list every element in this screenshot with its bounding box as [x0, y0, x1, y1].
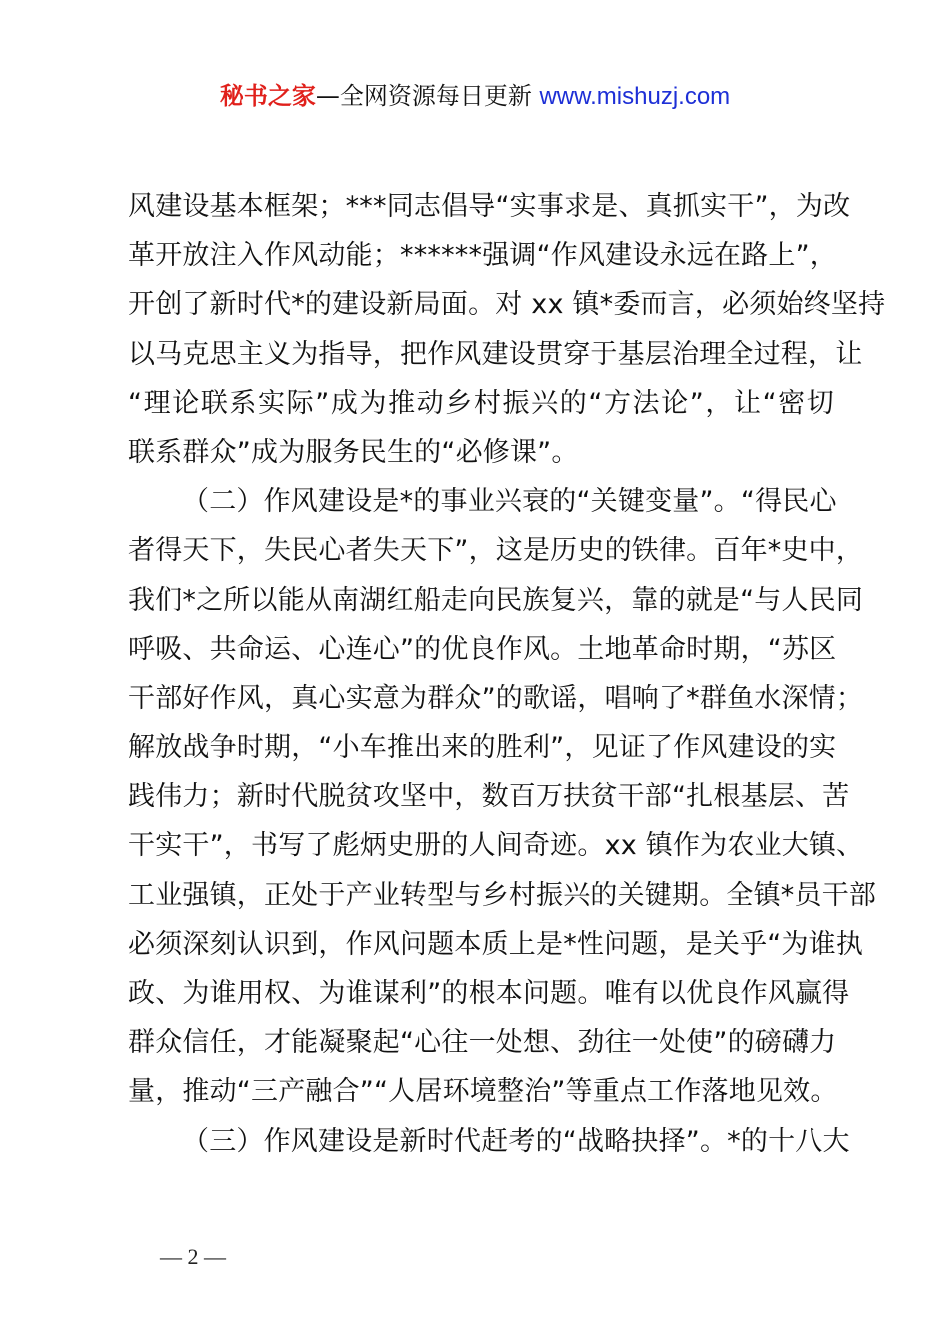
site-header: [0, 78, 950, 115]
body-line: 工业强镇，正处于产业转型与乡村振兴的关键期。全镇*员干部: [128, 879, 877, 911]
body-line: 联系群众”成为服务民生的“必修课”。: [128, 436, 579, 468]
body-line: 解放战争时期，“小车推出来的胜利”，见证了作风建设的实: [128, 732, 837, 764]
document-body: [128, 182, 886, 1166]
section-heading-3: （三）作风建设是新时代赶考的“战略抉择”。*的十八大: [182, 1125, 850, 1157]
body-line: 我们*之所以能从南湖红船走向民族复兴，靠的就是“与人民同: [128, 584, 864, 616]
site-brand: 秘书之家: [219, 82, 316, 110]
body-line: 开创了新时代*的建设新局面。对 xx 镇*委而言，必须始终坚持: [128, 289, 886, 321]
body-line: 以马克思主义为指导，把作风建设贯穿于基层治理全过程，让: [128, 338, 863, 370]
body-line: 践伟力；新时代脱贫攻坚中，数百万扶贫干部“扎根基层、苦: [128, 781, 850, 813]
page-number: — 2 —: [160, 1244, 226, 1269]
body-line: 政、为谁用权、为谁谋利”的根本问题。唯有以优良作风赢得: [128, 978, 850, 1009]
body-line: 者得天下，失民心者失天下”，这是历史的铁律。百年*史中，: [128, 535, 864, 567]
body-line: 必须深刻认识到，作风问题本质上是*性问题，是关乎“为谁执: [128, 928, 864, 960]
site-url-link[interactable]: www.mishuzj.com: [539, 83, 731, 110]
body-line: “理论联系实际”成为推动乡村振兴的“方法论”，让“密切: [128, 387, 834, 419]
site-tagline: —全网资源每日更新: [315, 82, 540, 110]
body-line: 干实干”，书写了彪炳史册的人间奇迹。xx 镇作为农业大镇、: [128, 830, 864, 862]
section-heading-2: （二）作风建设是*的事业兴衰的“关键变量”。“得民心: [182, 486, 837, 518]
body-line: 干部好作风，真心实意为群众”的歌谣，唱响了*群鱼水深情；: [128, 682, 864, 714]
body-line: 量，推动“三产融合”“人居环境整治”等重点工作落地见效。: [128, 1076, 838, 1108]
body-line: 革开放注入作风动能；******强调“作风建设永远在路上”，: [128, 240, 837, 272]
body-line: 群众信任，才能凝聚起“心往一处想、劲往一处使”的磅礴力: [128, 1027, 837, 1059]
body-line: 风建设基本框架；***同志倡导“实事求是、真抓实干”，为改: [128, 191, 851, 222]
body-line: 呼吸、共命运、心连心”的优良作风。土地革命时期，“苏区: [128, 633, 837, 665]
